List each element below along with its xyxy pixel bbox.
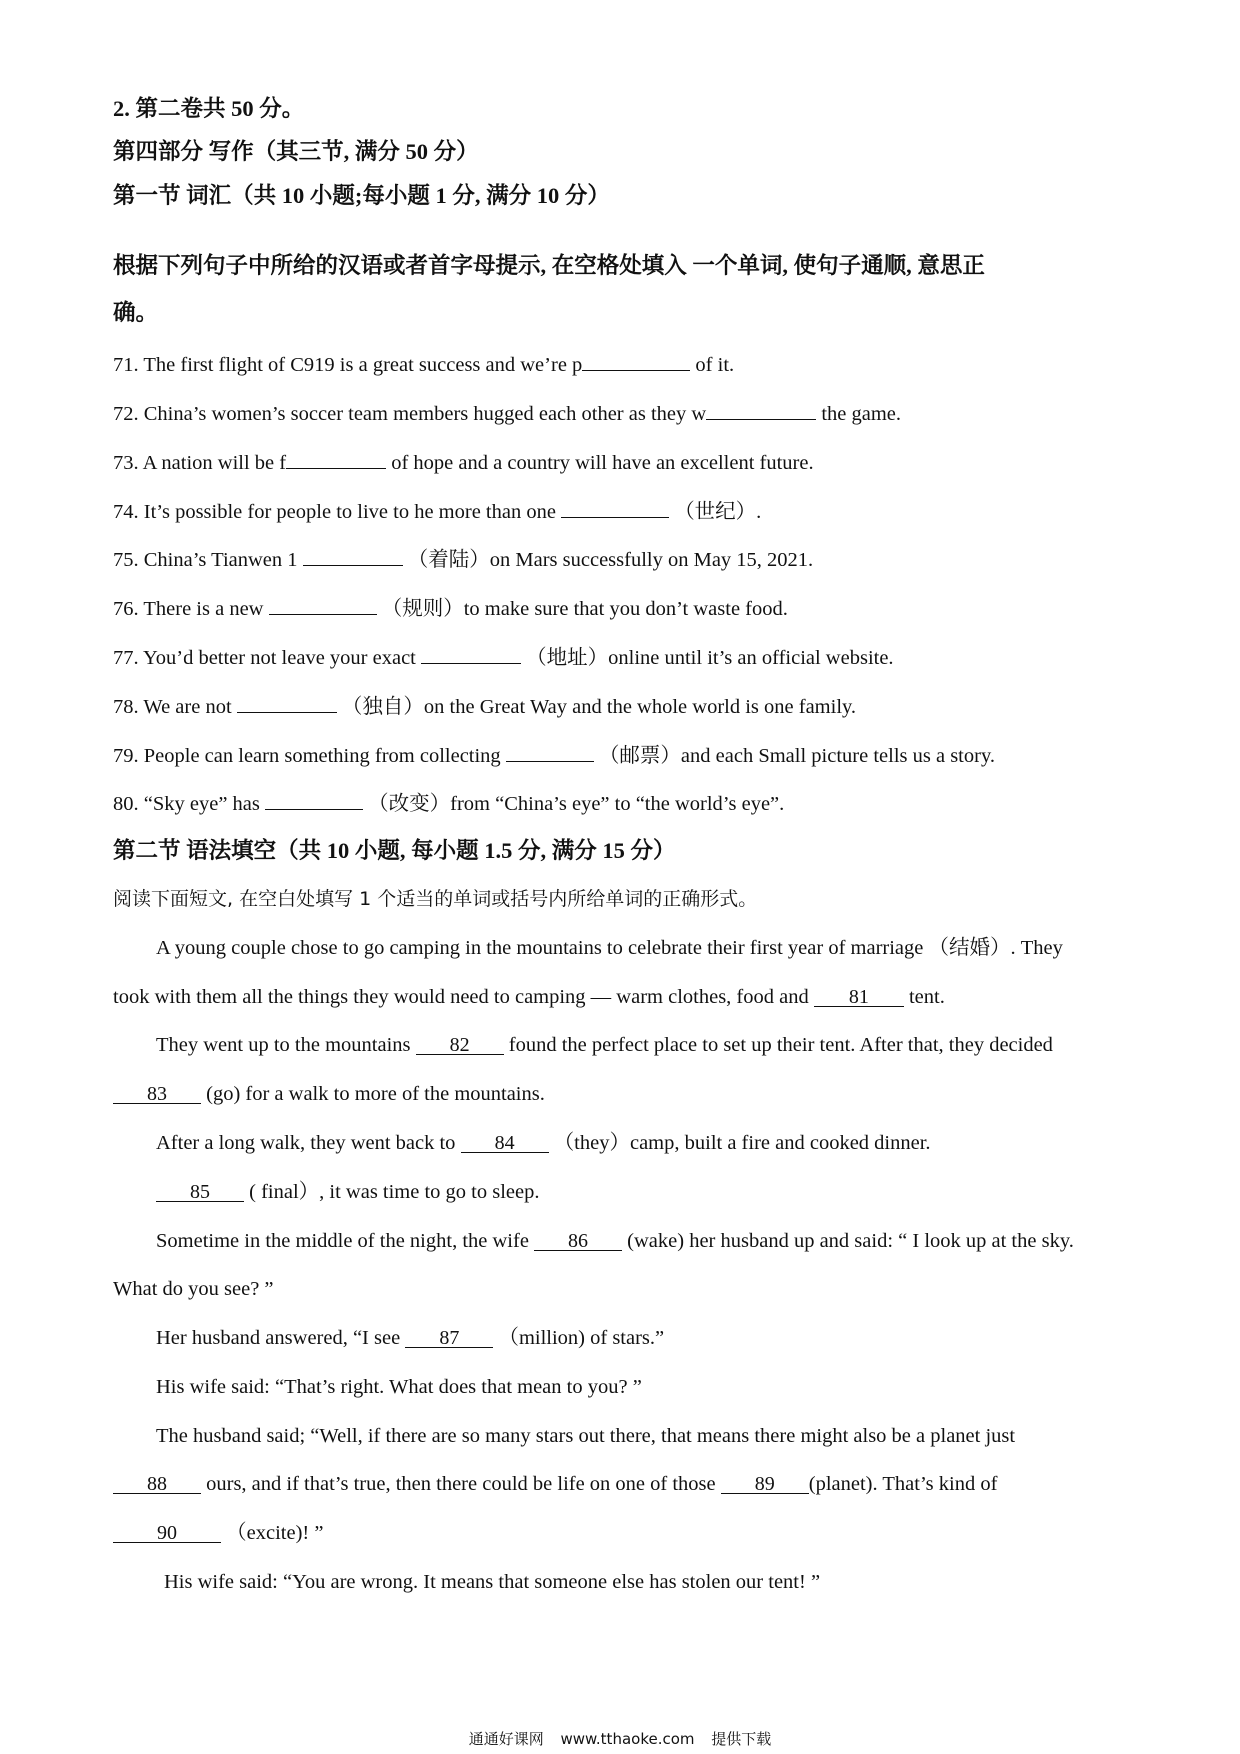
passage-text: found the perfect place to set up their tent. After that, they decided [503, 1034, 1053, 1056]
question-text: （独自）on the Great Way and the whole world is one family. [336, 696, 857, 718]
question-text: 71. The first flight of C919 is a great success and we’re p [113, 354, 583, 376]
passage-text: The husband said; “Well, if there are so many stars out there, that means there might also be a planet just [156, 1425, 1016, 1447]
heading-text: 第二节 语法填空（共 10 小题, 每小题 1.5 分, 满分 15 分） [113, 838, 676, 863]
passage-line [156, 1130, 1186, 1156]
question-77 [113, 643, 1143, 671]
question-72 [113, 399, 1143, 427]
question-75 [113, 545, 1143, 573]
question-73 [113, 448, 1143, 476]
passage-text: His wife said: “You are wrong. It means that someone else has stolen our tent! ” [164, 1571, 821, 1593]
question-76 [113, 594, 1143, 622]
blank-89[interactable]: 89 [721, 1473, 809, 1494]
passage-text: （million) of stars.” [493, 1327, 665, 1349]
passage-line [164, 1569, 1194, 1595]
answer-blank[interactable] [421, 643, 521, 664]
footer-url[interactable]: www.tthaoke.com [560, 1730, 695, 1748]
answer-blank[interactable] [286, 448, 386, 469]
heading-text: 2. 第二卷共 50 分。 [113, 96, 305, 121]
passage-text: tent. [903, 986, 945, 1008]
blank-85[interactable]: 85 [156, 1181, 244, 1202]
answer-blank[interactable] [237, 692, 337, 713]
instructions-text: 根据下列句子中所给的汉语或者首字母提示, 在空格处填入 一个单词, 使句子通顺, 意思正 [113, 253, 985, 278]
instructions-line [113, 253, 1143, 279]
passage-text: (wake) her husband up and said: “ I look up at the sky. [622, 1230, 1074, 1252]
question-text: （世纪）. [669, 501, 762, 523]
passage-text: Sometime in the middle of the night, the wife [156, 1230, 535, 1252]
part-heading [113, 139, 1143, 165]
blank-82[interactable]: 82 [416, 1034, 504, 1055]
answer-blank[interactable] [582, 350, 690, 371]
question-71 [113, 350, 1143, 378]
footer-note: 提供下载 [711, 1730, 772, 1748]
answer-blank[interactable] [506, 741, 594, 762]
passage-text: What do you see? ” [113, 1278, 274, 1300]
passage-text: （excite)! ” [221, 1522, 324, 1544]
answer-blank[interactable] [706, 399, 816, 420]
blank-90[interactable]: 90 [113, 1522, 221, 1543]
question-text: 78. We are not [113, 696, 237, 718]
blank-83[interactable]: 83 [113, 1083, 201, 1104]
passage-line [156, 1374, 1186, 1400]
passage-text: A young couple chose to go camping in the mountains to celebrate their first year of marriage （结婚）. They [156, 937, 1063, 959]
passage-line [113, 1276, 1143, 1302]
question-text: of hope and a country will have an excellent future. [386, 452, 814, 474]
question-80 [113, 789, 1143, 817]
passage-line [156, 1228, 1186, 1254]
question-text: 73. A nation will be f [113, 452, 287, 474]
blank-87[interactable]: 87 [405, 1327, 493, 1348]
blank-86[interactable]: 86 [534, 1230, 622, 1251]
section-heading [113, 96, 1143, 122]
question-text: （着陆）on Mars successfully on May 15, 2021. [402, 549, 814, 571]
question-text: 76. There is a new [113, 598, 269, 620]
passage-text: After a long walk, they went back to [156, 1132, 461, 1154]
heading-text: 第四部分 写作（其三节, 满分 50 分） [113, 139, 479, 164]
blank-88[interactable]: 88 [113, 1473, 201, 1494]
passage-line [156, 1032, 1186, 1058]
passage-text: Her husband answered, “I see [156, 1327, 406, 1349]
question-text: 80. “Sky eye” has [113, 793, 265, 815]
passage-line [156, 1325, 1186, 1351]
answer-blank[interactable] [561, 497, 669, 518]
instructions-text: 确。 [113, 300, 159, 325]
question-text: the game. [816, 403, 902, 425]
question-text: 77. You’d better not leave your exact [113, 647, 421, 669]
question-text: （邮票）and each Small picture tells us a story. [593, 745, 995, 767]
question-text: （改变）from “China’s eye” to “the world’s eye”. [363, 793, 785, 815]
passage-line [113, 1520, 1143, 1546]
question-text: of it. [690, 354, 735, 376]
question-text: （地址）online until it’s an official website. [521, 647, 894, 669]
answer-blank[interactable] [303, 545, 403, 566]
grammar-heading [113, 838, 1143, 864]
passage-text: They went up to the mountains [156, 1034, 416, 1056]
passage-text: ours, and if that’s true, then there could be life on one of those [201, 1473, 721, 1495]
footer-site: 通通好课网 [468, 1730, 544, 1748]
passage-line [113, 1081, 1143, 1107]
heading-text: 第一节 词汇（共 10 小题;每小题 1 分, 满分 10 分） [113, 183, 610, 208]
question-text: 74. It’s possible for people to live to he more than one [113, 501, 562, 523]
passage-text: (planet). That’s kind of [808, 1473, 998, 1495]
passage-line [113, 1471, 1143, 1497]
subsection-heading [113, 183, 1143, 209]
question-79 [113, 741, 1143, 769]
passage-text: took with them all the things they would need to camping — warm clothes, food and [113, 986, 814, 1008]
answer-blank[interactable] [269, 594, 377, 615]
page-footer [0, 1728, 1240, 1749]
passage-text: (go) for a walk to more of the mountains. [201, 1083, 545, 1105]
question-78 [113, 692, 1143, 720]
instructions-text: 阅读下面短文, 在空白处填写 1 个适当的单词或括号内所给单词的正确形式。 [113, 888, 758, 910]
passage-line [156, 1423, 1186, 1449]
instructions-line [113, 300, 1143, 326]
passage-text: ( final）, it was time to go to sleep. [244, 1181, 540, 1203]
blank-81[interactable]: 81 [814, 986, 904, 1007]
blank-84[interactable]: 84 [461, 1132, 549, 1153]
passage-text: （they）camp, built a fire and cooked dinner. [548, 1132, 931, 1154]
question-text: 79. People can learn something from collecting [113, 745, 506, 767]
question-text: （规则）to make sure that you don’t waste food. [376, 598, 788, 620]
passage-line [113, 984, 1143, 1010]
question-text: 75. China’s Tianwen 1 [113, 549, 303, 571]
passage-text: His wife said: “That’s right. What does that mean to you? ” [156, 1376, 642, 1398]
question-74 [113, 497, 1143, 525]
answer-blank[interactable] [265, 789, 363, 810]
passage-line [156, 1179, 1186, 1205]
grammar-instructions [113, 886, 1143, 912]
question-text: 72. China’s women’s soccer team members hugged each other as they w [113, 403, 707, 425]
passage-line [156, 935, 1186, 961]
